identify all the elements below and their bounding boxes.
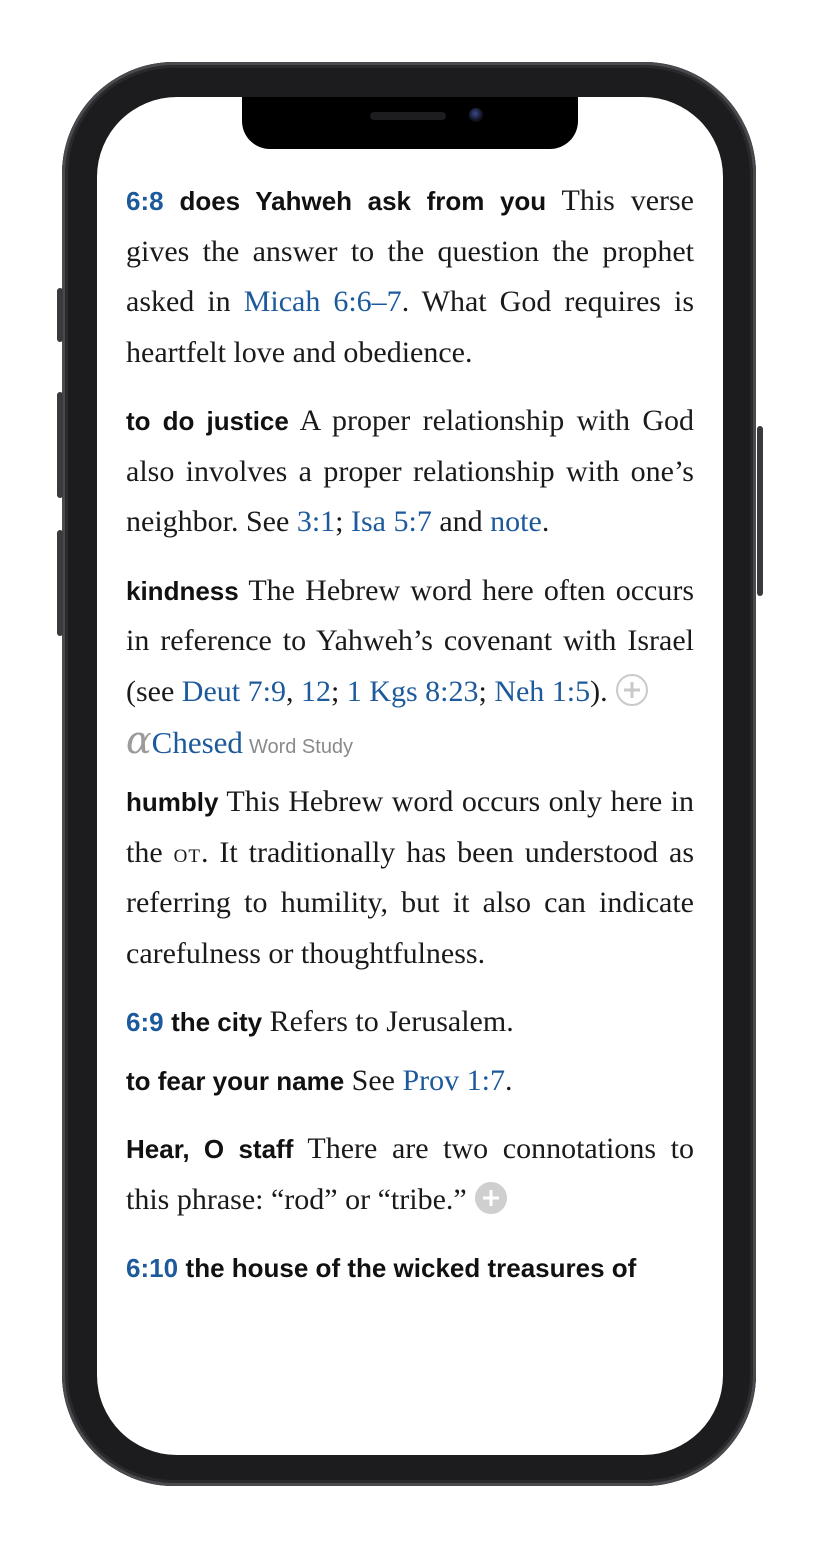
cross-reference-link[interactable]: 1 Kgs 8:23	[346, 674, 479, 708]
study-note	[126, 176, 694, 378]
note-text: ;	[335, 505, 351, 538]
note-lemma: to do justice	[126, 406, 289, 436]
note-lemma: Hear, O staff	[126, 1134, 294, 1164]
note-text: A proper relationship with God also involves a proper relationship with one’s neighbor. See	[126, 404, 694, 538]
study-note	[126, 1243, 694, 1294]
note-text: Refers to Jerusalem.	[262, 1005, 514, 1038]
plus-circle-outline-icon[interactable]	[616, 674, 648, 706]
study-note	[126, 1056, 694, 1107]
camera-icon	[469, 108, 483, 122]
note-text: and	[431, 505, 491, 538]
note-text: ;	[330, 674, 347, 708]
cross-reference-link[interactable]: Micah 6:6–7	[243, 285, 402, 318]
note-text: This Hebrew word occurs only here in the	[126, 785, 694, 869]
word-study-subtitle: Word Study	[248, 736, 354, 758]
power-button	[757, 426, 763, 596]
note-lemma: humbly	[126, 787, 219, 817]
word-study-title[interactable]: Chesed	[151, 725, 243, 760]
speaker-grille	[370, 112, 446, 120]
volume-down-button	[57, 530, 63, 636]
cross-reference-link[interactable]: 3:1	[296, 505, 336, 538]
note-text: The Hebrew word here often occurs in reference to Yahweh’s covenant with Israel (see	[126, 573, 694, 708]
study-note	[126, 566, 694, 718]
note-text: This verse gives the answer to the question the prophet asked in	[126, 184, 694, 318]
verse-ref[interactable]: 6:9	[126, 1007, 164, 1037]
alpha-icon: α	[126, 718, 152, 762]
notch	[242, 97, 578, 149]
note-lemma: does Yahweh ask from you	[179, 186, 547, 216]
note-lemma: the city	[171, 1007, 263, 1037]
note-text: . What God requires is heartfelt love and obedience.	[126, 285, 694, 369]
silent-switch	[57, 288, 63, 342]
note-text: ;	[478, 674, 495, 708]
note-text: ,	[285, 674, 301, 708]
cross-reference-link[interactable]: 12	[300, 674, 331, 708]
cross-reference-link[interactable]: Isa 5:7	[351, 505, 432, 538]
study-note	[126, 777, 694, 979]
study-note	[126, 1124, 694, 1225]
note-lemma: kindness	[126, 575, 239, 606]
verse-ref[interactable]: 6:10	[126, 1253, 179, 1283]
cross-reference-link[interactable]: Prov 1:7	[402, 1063, 506, 1097]
screen	[97, 97, 723, 1455]
note-link[interactable]: note	[490, 505, 542, 538]
note-text: .	[541, 505, 550, 538]
study-note	[126, 396, 694, 548]
note-text: ).	[590, 674, 608, 708]
volume-up-button	[57, 392, 63, 498]
abbreviation-ot: ot	[173, 837, 201, 868]
verse-ref[interactable]: 6:8	[126, 186, 164, 216]
note-lemma: the house of the wicked treasures of	[185, 1253, 637, 1283]
study-notes	[126, 176, 694, 1312]
note-text: See	[344, 1063, 403, 1097]
plus-circle-filled-icon[interactable]	[475, 1182, 507, 1214]
study-note	[126, 997, 694, 1048]
word-study-link[interactable]	[126, 718, 694, 762]
note-text: .	[505, 1063, 513, 1097]
note-text: There are two connotations to this phrase: “rod” or “tribe.”	[126, 1132, 694, 1216]
note-lemma: to fear your name	[126, 1065, 345, 1096]
cross-reference-link[interactable]: Neh 1:5	[494, 674, 591, 708]
cross-reference-link[interactable]: Deut 7:9	[181, 674, 286, 708]
note-text: . It traditionally has been understood as referring to humility, but it also can indicate carefulness or thoughtfulness.	[126, 835, 694, 970]
